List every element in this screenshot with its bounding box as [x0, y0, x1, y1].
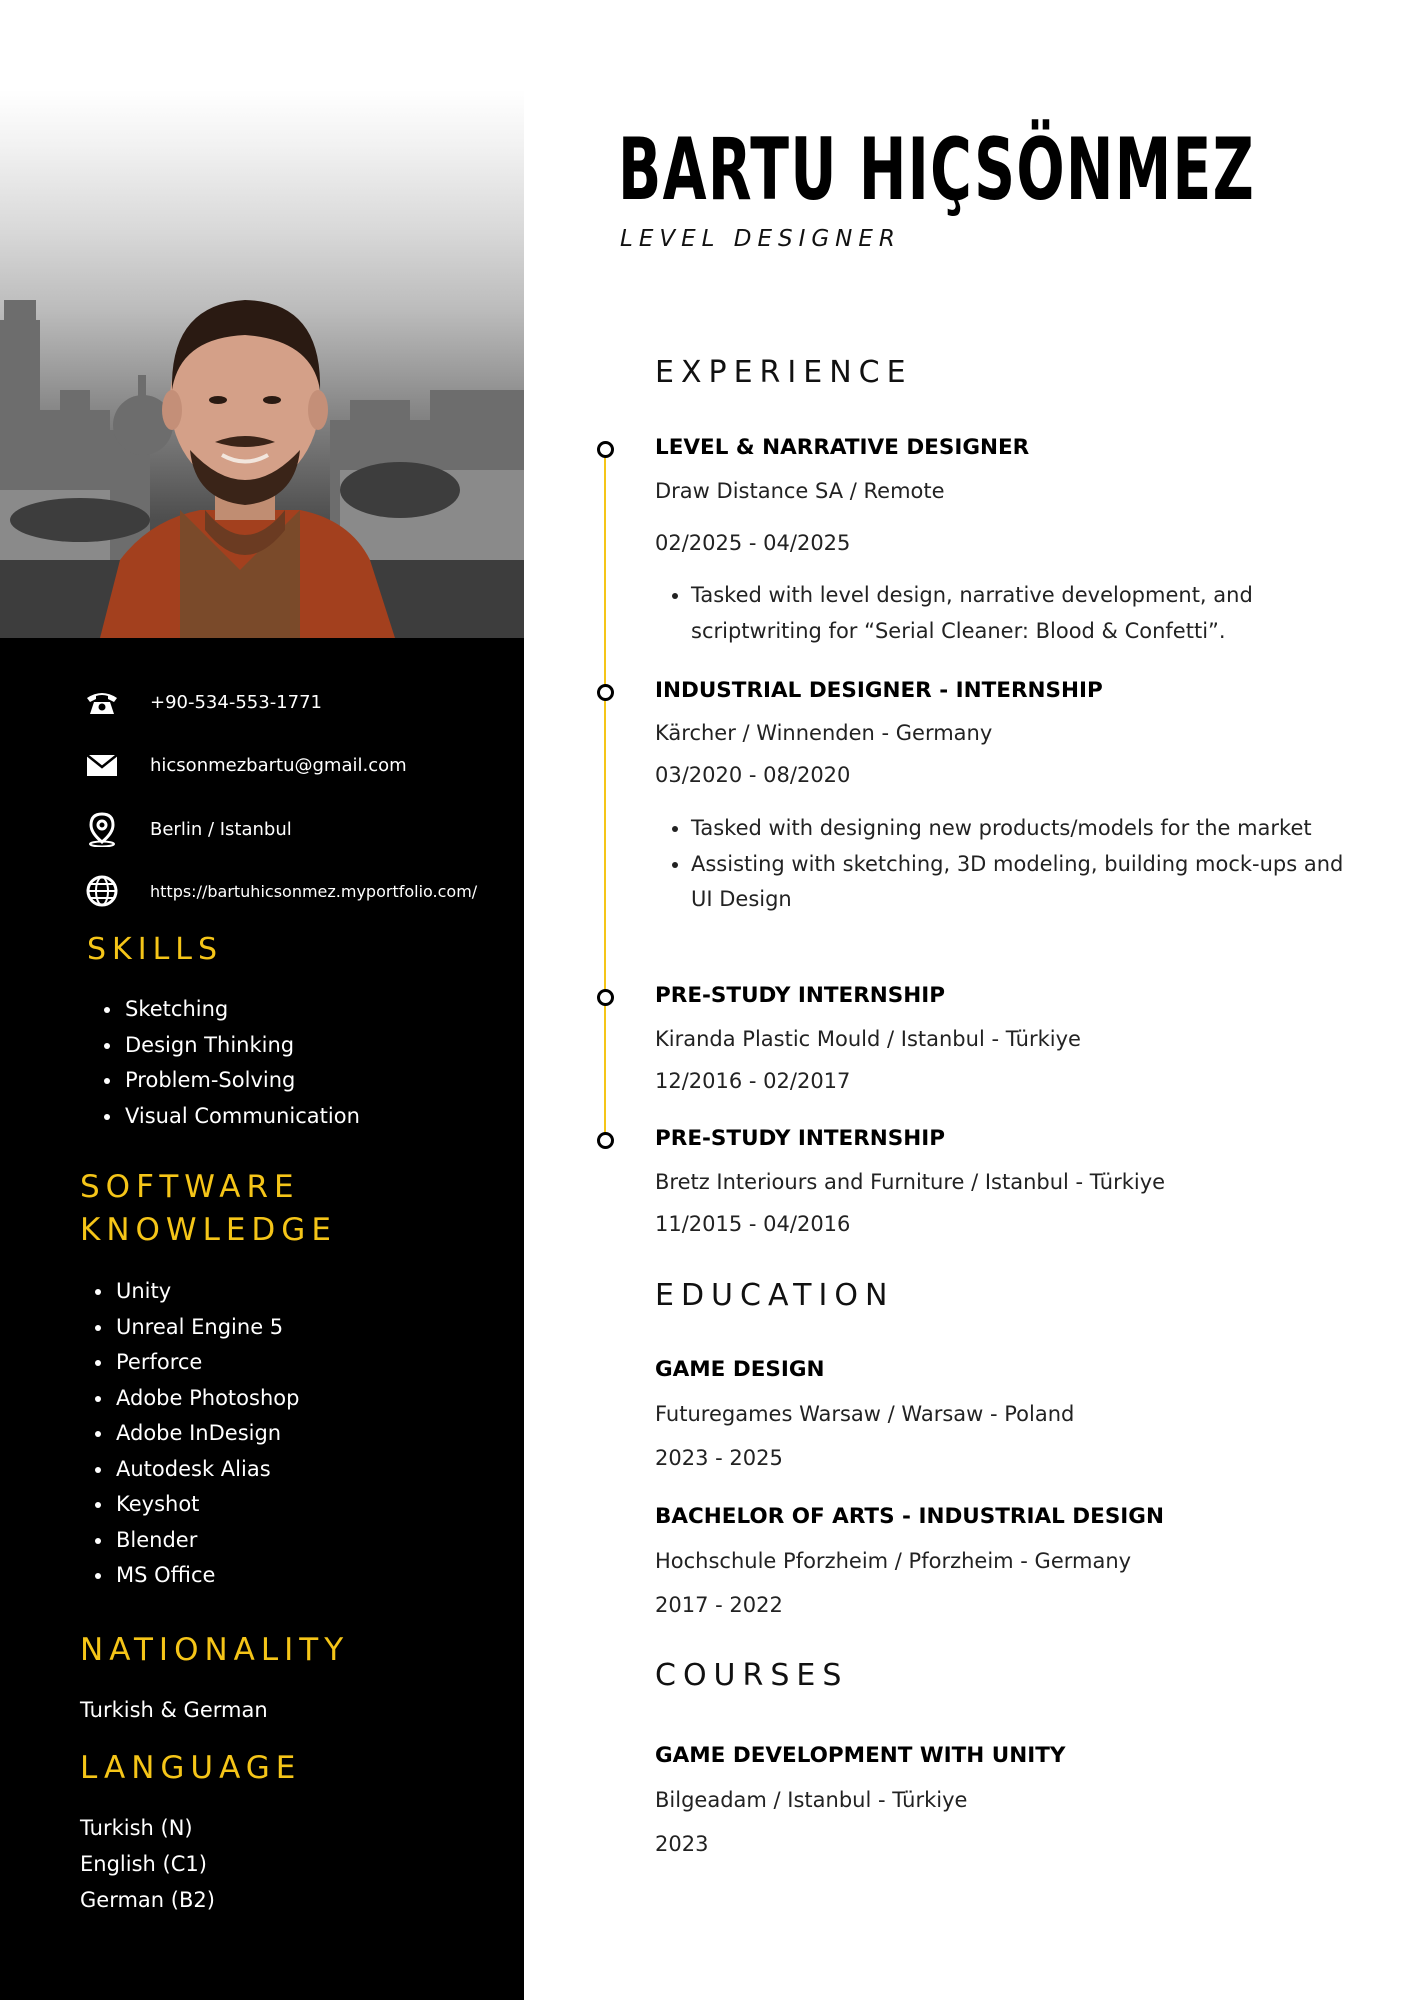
entry-title: INDUSTRIAL DESIGNER - INTERNSHIP	[655, 678, 1103, 703]
entry-title: GAME DESIGN	[655, 1357, 825, 1382]
entry-dates: 2023	[655, 1832, 709, 1856]
entry-dates: 12/2016 - 02/2017	[655, 1069, 851, 1093]
language-item: German (B2)	[80, 1888, 215, 1912]
entry-dates: 11/2015 - 04/2016	[655, 1212, 851, 1236]
contact-phone	[84, 684, 504, 724]
list-item: • Tasked with designing new products/models for the market	[691, 811, 1351, 847]
entry-company: Bretz Interiours and Furniture / Istanbul - Türkiye	[655, 1170, 1166, 1194]
software-list	[80, 1274, 299, 1594]
email-address: hicsonmezbartu@gmail.com	[150, 755, 407, 776]
timeline-dot	[597, 441, 614, 458]
globe-icon	[84, 873, 120, 909]
entry-title: PRE-STUDY INTERNSHIP	[655, 983, 945, 1008]
sidebar	[0, 0, 524, 2000]
website-link[interactable]: https://bartuhicsonmez.myportfolio.com/	[150, 882, 478, 901]
person-name: BARTU HIÇSÖNMEZ	[618, 120, 1256, 220]
list-item: • Adobe InDesign	[114, 1416, 299, 1452]
entry-bullets	[655, 811, 1351, 918]
list-item: • Sketching	[123, 992, 360, 1028]
timeline-line	[604, 452, 606, 1140]
nationality-value: Turkish & German	[80, 1698, 268, 1722]
list-item: • Unreal Engine 5	[114, 1310, 299, 1346]
experience-heading: EXPERIENCE	[655, 355, 913, 390]
experience-entry	[655, 435, 1335, 643]
contact-website	[84, 873, 504, 913]
skills-list	[89, 992, 360, 1134]
experience-entry	[655, 983, 1335, 1093]
entry-company: Draw Distance SA / Remote	[655, 479, 945, 503]
entry-dates: 02/2025 - 04/2025	[655, 531, 851, 555]
location-pin-icon	[84, 811, 120, 847]
list-item: • Unity	[114, 1274, 299, 1310]
skills-heading: SKILLS	[87, 932, 224, 967]
phone-number: +90-534-553-1771	[150, 692, 322, 713]
contact-location	[84, 811, 504, 851]
course-entry	[655, 1743, 1335, 1856]
entry-dates: 03/2020 - 08/2020	[655, 763, 851, 787]
language-heading: LANGUAGE	[80, 1750, 302, 1786]
timeline-dot	[597, 989, 614, 1006]
entry-school: Bilgeadam / Istanbul - Türkiye	[655, 1788, 968, 1812]
list-item: • Design Thinking	[123, 1028, 360, 1064]
job-title: LEVEL DESIGNER	[620, 226, 901, 252]
nationality-heading: NATIONALITY	[80, 1632, 350, 1668]
phone-icon	[84, 684, 120, 720]
mail-icon	[84, 747, 120, 783]
list-item: • Autodesk Alias	[114, 1452, 299, 1488]
list-item: • Problem-Solving	[123, 1063, 360, 1099]
list-item: • Assisting with sketching, 3D modeling, building mock-ups and UI Design	[691, 847, 1351, 918]
courses-heading: COURSES	[655, 1658, 849, 1693]
list-item: • Adobe Photoshop	[114, 1381, 299, 1417]
education-entry	[655, 1504, 1335, 1617]
list-item: • Perforce	[114, 1345, 299, 1381]
list-item: • MS Office	[114, 1558, 299, 1594]
entry-title: BACHELOR OF ARTS - INDUSTRIAL DESIGN	[655, 1504, 1164, 1529]
list-item: • Tasked with level design, narrative development, and scriptwriting for “Serial Cleaner: Blood & Confetti”.	[691, 578, 1351, 649]
location-text: Berlin / Istanbul	[150, 819, 292, 840]
language-item: Turkish (N)	[80, 1816, 193, 1840]
entry-company: Kärcher / Winnenden - Germany	[655, 721, 993, 745]
list-item: • Keyshot	[114, 1487, 299, 1523]
timeline-dot	[597, 1132, 614, 1149]
experience-entry	[655, 1126, 1335, 1236]
profile-photo	[0, 90, 524, 638]
entry-title: LEVEL & NARRATIVE DESIGNER	[655, 435, 1030, 460]
timeline-dot	[597, 684, 614, 701]
contact-email	[84, 747, 504, 787]
software-heading-line2: KNOWLEDGE	[80, 1212, 337, 1248]
list-item: • Blender	[114, 1523, 299, 1559]
entry-bullets	[655, 578, 1351, 649]
entry-company: Kiranda Plastic Mould / Istanbul - Türkiye	[655, 1027, 1081, 1051]
list-item: • Visual Communication	[123, 1099, 360, 1135]
entry-dates: 2017 - 2022	[655, 1593, 783, 1617]
language-item: English (C1)	[80, 1852, 207, 1876]
software-heading-line1: SOFTWARE	[80, 1169, 300, 1205]
entry-title: PRE-STUDY INTERNSHIP	[655, 1126, 945, 1151]
education-heading: EDUCATION	[655, 1278, 895, 1313]
entry-dates: 2023 - 2025	[655, 1446, 783, 1470]
entry-school: Futuregames Warsaw / Warsaw - Poland	[655, 1402, 1075, 1426]
education-entry	[655, 1357, 1335, 1470]
entry-title: GAME DEVELOPMENT WITH UNITY	[655, 1743, 1066, 1768]
entry-school: Hochschule Pforzheim / Pforzheim - Germany	[655, 1549, 1132, 1573]
experience-entry	[655, 678, 1344, 911]
